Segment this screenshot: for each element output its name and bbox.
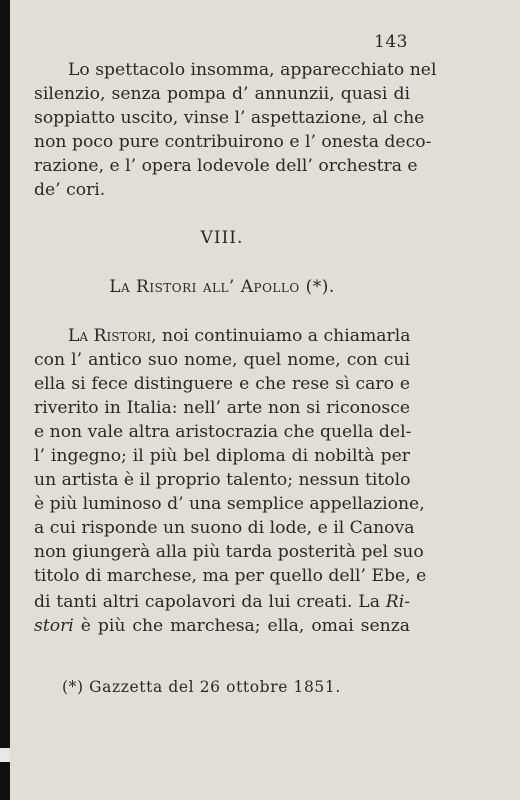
paragraph2-line: con l’ antico suo nome, quel nome, con cui	[34, 350, 410, 370]
ristori-name: La Ristori,	[68, 326, 157, 346]
paragraph2-line	[34, 324, 410, 348]
paragraph2-line: è più luminoso d’ una semplice appellazione,	[34, 494, 425, 514]
paragraph2-line: ella si fece distinguere e che rese sì caro e	[34, 374, 410, 394]
section-title-text: La Ristori all’ Apollo	[109, 277, 300, 297]
spine-gap	[0, 748, 10, 762]
page-number: 143	[374, 32, 408, 52]
line-text: è più che marchesa; ella, omai senza	[73, 616, 410, 636]
section-title	[34, 277, 410, 297]
paragraph2-first-line-rest: noi continuiamo a chiamarla	[156, 326, 411, 346]
line-italic-text: stori	[34, 616, 74, 636]
line-italic-text: Ri-	[385, 592, 410, 612]
paragraph1-line: soppiatto uscito, vinse l’ aspettazione, al che	[34, 108, 425, 128]
paragraph2-line: non giungerà alla più tarda posterità pel suo	[34, 542, 424, 562]
paragraph2-line	[34, 614, 410, 638]
line-text: di tanti altri capolavori da lui creati. La	[34, 592, 386, 612]
paragraph2-line: a cui risponde un suono di lode, e il Canova	[34, 518, 415, 538]
footnote: (*) Gazzetta del 26 ottobre 1851.	[62, 678, 341, 696]
paragraph1-line: razione, e l’ opera lodevole dell’ orchestra e	[34, 156, 418, 176]
paragraph2-line: titolo di marchese, ma per quello dell’ Ebe, e	[34, 566, 427, 586]
book-page	[10, 0, 520, 800]
paragraph1-line: Lo spettacolo insomma, apparecchiato nel	[68, 60, 437, 80]
section-number: VIII.	[200, 228, 244, 248]
paragraph2-line: un artista è il proprio talento; nessun titolo	[34, 470, 411, 490]
book-spine	[0, 0, 10, 800]
paragraph1-line: silenzio, senza pompa d’ annunzii, quasi di	[34, 84, 410, 104]
paragraph2-line: l’ ingegno; il più bel diploma di nobiltà per	[34, 446, 410, 466]
paragraph1-line: de’ cori.	[34, 180, 106, 200]
paragraph2-line: riverito in Italia: nell’ arte non si riconosce	[34, 398, 410, 418]
paragraph2-line	[34, 590, 410, 614]
paragraph1-line: non poco pure contribuirono e l’ onesta deco-	[34, 132, 432, 152]
section-title-footnote-mark: (*).	[305, 277, 335, 297]
paragraph2-line: e non vale altra aristocrazia che quella del-	[34, 422, 412, 442]
